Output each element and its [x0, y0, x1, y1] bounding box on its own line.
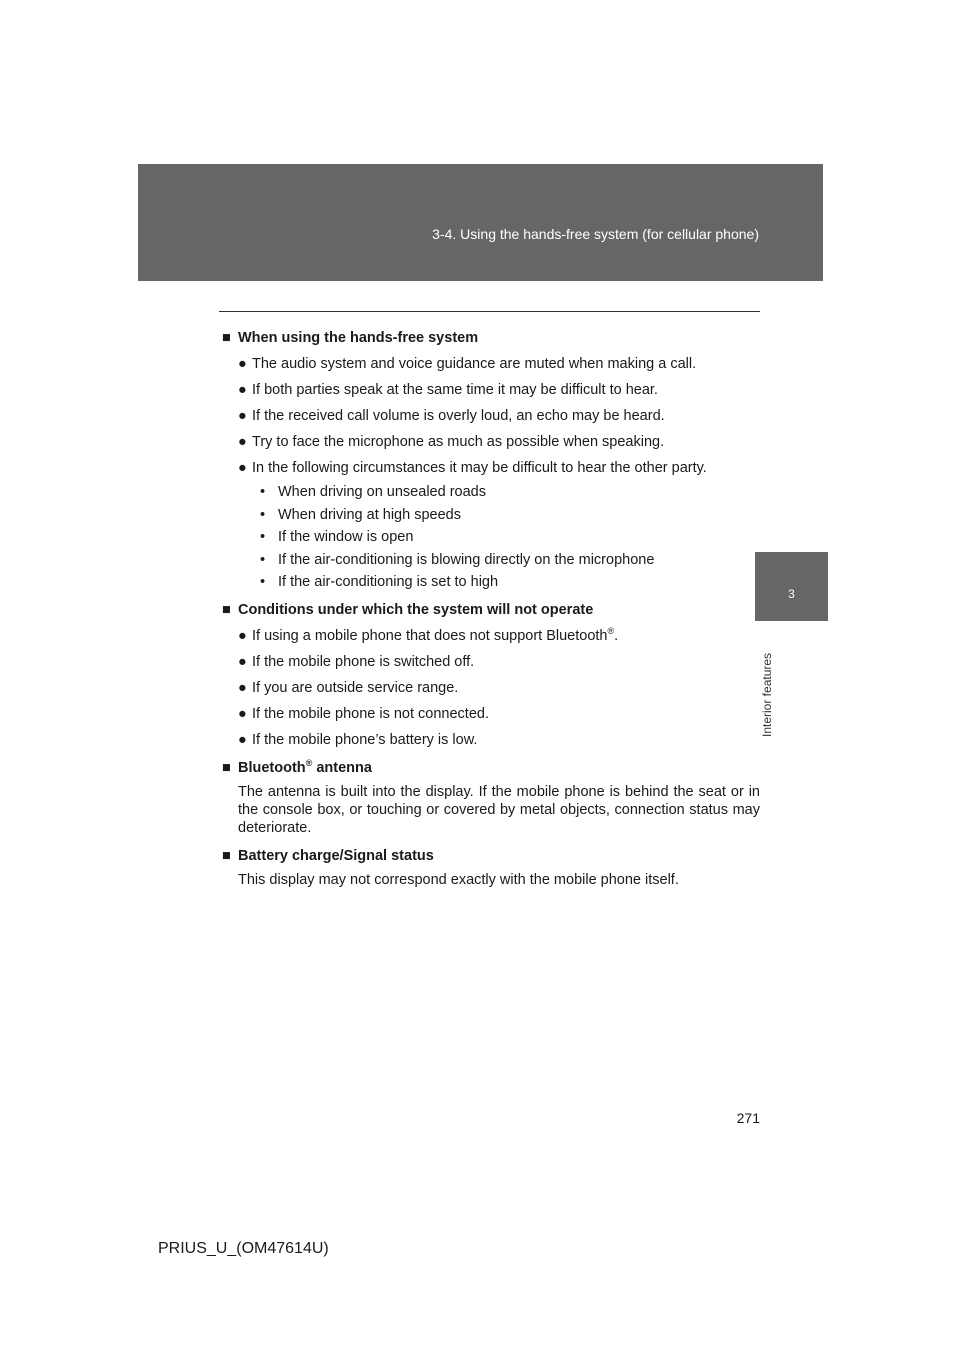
- circle-bullet-icon: ●: [238, 628, 247, 644]
- section-heading: ■ Battery charge/Signal status: [222, 848, 434, 864]
- square-bullet-icon: ■: [222, 602, 231, 618]
- list-item: ● In the following circumstances it may be difficult to hear the other party.: [238, 460, 707, 476]
- section-heading: ■ When using the hands-free system: [222, 330, 479, 346]
- list-item: ● If you are outside service range.: [238, 680, 459, 696]
- circle-bullet-icon: ●: [238, 408, 247, 424]
- list-item: ● The audio system and voice guidance are muted when making a call.: [238, 356, 697, 372]
- circle-bullet-icon: ●: [238, 460, 247, 476]
- page-content: [222, 329, 760, 889]
- dot-bullet-icon: •: [260, 484, 266, 500]
- circle-bullet-icon: ●: [238, 382, 247, 398]
- list-item: ● If the mobile phone is not connected.: [238, 706, 489, 722]
- sub-list-item: • If the air-conditioning is set to high: [260, 574, 499, 590]
- section-paragraph: The antenna is built into the display. If the mobile phone is behind the seat or in the console box, or touching or covered by metal objects, connection status may deteriorate.: [238, 784, 760, 836]
- circle-bullet-icon: ●: [238, 680, 247, 696]
- dot-bullet-icon: •: [260, 574, 266, 590]
- top-rule: [219, 311, 760, 312]
- square-bullet-icon: ■: [222, 848, 231, 864]
- circle-bullet-icon: ●: [238, 434, 247, 450]
- section-header-title: 3-4. Using the hands-free system (for cellular phone): [432, 226, 759, 242]
- circle-bullet-icon: ●: [238, 732, 247, 748]
- list-item: ● If the mobile phone is switched off.: [238, 654, 475, 670]
- list-item: ● If using a mobile phone that does not support Bluetooth®.: [238, 626, 619, 644]
- document-code: PRIUS_U_(OM47614U): [158, 1240, 329, 1257]
- section-heading: ■ Bluetooth® antenna: [222, 758, 372, 776]
- header-band: [138, 164, 823, 281]
- circle-bullet-icon: ●: [238, 706, 247, 722]
- list-item: ● If the mobile phone’s battery is low.: [238, 732, 478, 748]
- chapter-number: 3: [788, 587, 795, 601]
- list-item: ● If the received call volume is overly loud, an echo may be heard.: [238, 408, 665, 424]
- dot-bullet-icon: •: [260, 506, 266, 523]
- registered-mark: ®: [607, 626, 615, 636]
- page-number: 271: [736, 1110, 760, 1126]
- section-paragraph: This display may not correspond exactly with the mobile phone itself.: [238, 872, 679, 888]
- square-bullet-icon: ■: [222, 760, 231, 776]
- chapter-label: Interior features: [760, 652, 774, 737]
- circle-bullet-icon: ●: [238, 356, 247, 372]
- list-item: ● If both parties speak at the same time it may be difficult to hear.: [238, 382, 658, 398]
- section-heading: ■ Conditions under which the system will not operate: [222, 602, 594, 618]
- sub-list-item: • If the air-conditioning is blowing directly on the microphone: [260, 551, 655, 568]
- sub-list-item: • If the window is open: [260, 529, 414, 545]
- registered-mark: ®: [305, 758, 313, 768]
- sub-list-item: • When driving at high speeds: [260, 506, 461, 523]
- square-bullet-icon: ■: [222, 330, 231, 346]
- circle-bullet-icon: ●: [238, 654, 247, 670]
- sub-list-item: • When driving on unsealed roads: [260, 484, 486, 500]
- dot-bullet-icon: •: [260, 529, 266, 545]
- list-item: ● Try to face the microphone as much as possible when speaking.: [238, 434, 665, 450]
- dot-bullet-icon: •: [260, 551, 266, 568]
- chapter-tab: [755, 552, 828, 621]
